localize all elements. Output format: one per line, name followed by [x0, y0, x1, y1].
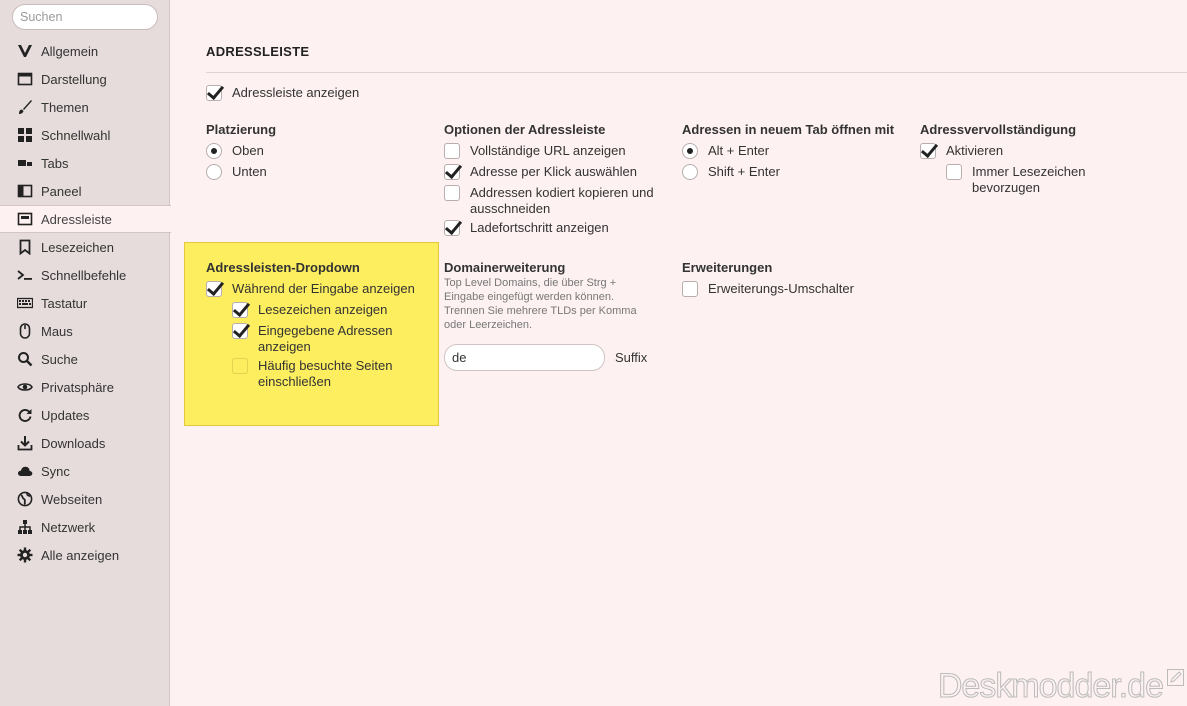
full-url-checkbox[interactable] — [444, 143, 460, 159]
dropdown-title: Adressleisten-Dropdown — [206, 260, 360, 275]
sidebar-item-netzwerk[interactable] — [0, 513, 170, 541]
suffix-label: Suffix — [615, 350, 648, 365]
network-icon — [16, 519, 33, 536]
show-while-typing-checkbox[interactable] — [206, 281, 222, 297]
autocomplete-title: Adressvervollständigung — [920, 122, 1077, 137]
sidebar-item-label: Tastatur — [41, 295, 88, 311]
alt-enter-label: Alt + Enter — [708, 143, 770, 158]
sidebar-item-label: Tabs — [41, 155, 69, 171]
frequent-sites-checkbox[interactable] — [232, 358, 248, 374]
sidebar-item-label: Sync — [41, 463, 70, 479]
sidebar-item-allgemein[interactable] — [0, 37, 170, 65]
sidebar-item-schnellbefehle[interactable] — [0, 261, 170, 289]
sidebar-item-tastatur[interactable] — [0, 289, 170, 317]
placement-top-radio[interactable] — [206, 143, 222, 159]
sidebar-item-themen[interactable] — [0, 93, 170, 121]
load-progress-checkbox[interactable] — [444, 220, 460, 236]
sidebar-item-label: Schnellbefehle — [41, 267, 127, 283]
extension-toggle-label: Erweiterungs-Umschalter — [708, 281, 854, 296]
sidebar-item-updates[interactable] — [0, 401, 170, 429]
watermark-logo: Deskmodder.de — [937, 667, 1163, 705]
sidebar-item-darstellung[interactable] — [0, 65, 170, 93]
grid-icon — [16, 127, 33, 144]
typed-addresses-label — [258, 323, 392, 355]
placement-bottom-label: Unten — [232, 164, 267, 179]
sidebar-item-privatsphaere[interactable] — [0, 373, 170, 401]
download-icon — [16, 435, 33, 452]
sidebar-item-label: Netzwerk — [41, 519, 96, 535]
extension-toggle-checkbox[interactable] — [682, 281, 698, 297]
tabs-icon — [16, 155, 33, 172]
sidebar-item-webseiten[interactable] — [0, 485, 170, 513]
search-input[interactable] — [12, 4, 158, 30]
copy-encoded-label — [470, 185, 654, 217]
autocomplete-enable-checkbox[interactable] — [920, 143, 936, 159]
typed-addresses-option[interactable] — [232, 323, 392, 355]
placement-top-label: Oben — [232, 143, 264, 158]
sidebar-item-label: Webseiten — [41, 491, 103, 507]
sidebar-item-downloads[interactable] — [0, 429, 170, 457]
copy-encoded-label-line1: Addressen kodiert kopieren und — [470, 185, 654, 200]
gear-icon — [16, 547, 33, 564]
prefer-bookmarks-option[interactable] — [946, 164, 1085, 196]
sidebar-item-maus[interactable] — [0, 317, 170, 345]
load-progress-option[interactable] — [444, 220, 609, 236]
show-while-typing-label: Während der Eingabe anzeigen — [232, 281, 415, 296]
bookmark-icon — [16, 239, 33, 256]
show-address-bar-label: Adressleiste anzeigen — [232, 85, 360, 100]
sidebar-item-label: Maus — [41, 323, 73, 339]
settings-main — [171, 0, 1187, 706]
frequent-sites-label-line2: einschließen — [258, 374, 331, 389]
copy-encoded-checkbox[interactable] — [444, 185, 460, 201]
sidebar-item-schnellwahl[interactable] — [0, 121, 170, 149]
sidebar-item-sync[interactable] — [0, 457, 170, 485]
full-url-label: Vollständige URL anzeigen — [470, 143, 626, 158]
prefer-bookmarks-checkbox[interactable] — [946, 164, 962, 180]
sidebar-item-adressleiste[interactable] — [0, 205, 171, 233]
alt-enter-radio[interactable] — [682, 143, 698, 159]
full-url-option[interactable] — [444, 143, 626, 159]
domain-suffix-input[interactable] — [444, 344, 605, 371]
autocomplete-enable-option[interactable] — [920, 143, 1003, 159]
prefer-bookmarks-label — [972, 164, 1085, 196]
address-bar-options-title: Optionen der Adressleiste — [444, 122, 606, 137]
domain-expansion-desc-line1: Top Level Domains, die über Strg + — [444, 277, 617, 289]
typed-addresses-label-line1: Eingegebene Adressen — [258, 323, 393, 338]
domain-expansion-desc-line3: Trennen Sie mehrere TLDs per Komma — [444, 305, 637, 317]
copy-encoded-option[interactable] — [444, 185, 654, 217]
placement-top-option[interactable] — [206, 143, 264, 159]
show-address-bar-option[interactable] — [206, 85, 359, 101]
shift-enter-option[interactable] — [682, 164, 780, 180]
select-on-click-label: Adresse per Klick auswählen — [470, 164, 637, 179]
refresh-icon — [16, 407, 33, 424]
placement-bottom-option[interactable] — [206, 164, 267, 180]
new-tab-title: Adressen in neuem Tab öffnen mit — [682, 122, 895, 137]
show-address-bar-checkbox[interactable] — [206, 85, 222, 101]
autocomplete-enable-label: Aktivieren — [946, 143, 1004, 158]
sidebar-item-label: Darstellung — [41, 71, 107, 87]
sidebar-item-label: Allgemein — [41, 43, 99, 59]
show-while-typing-option[interactable] — [206, 281, 415, 297]
domain-expansion-desc-line4: oder Leerzeichen. — [444, 319, 533, 331]
sidebar-item-label: Adressleiste — [41, 211, 112, 227]
select-on-click-option[interactable] — [444, 164, 637, 180]
mouse-icon — [16, 323, 33, 340]
eye-icon — [16, 379, 33, 396]
sidebar-item-label: Schnellwahl — [41, 127, 111, 143]
settings-nav — [0, 37, 170, 569]
sidebar-item-label: Downloads — [41, 435, 106, 451]
window-icon — [16, 71, 33, 88]
typed-addresses-label-line2: anzeigen — [258, 339, 311, 354]
sidebar-item-label: Updates — [41, 407, 90, 423]
title-divider — [206, 72, 1187, 73]
prefer-bookmarks-label-line1: Immer Lesezeichen — [972, 164, 1086, 179]
sidebar-item-label: Alle anzeigen — [41, 547, 120, 563]
prefer-bookmarks-label-line2: bevorzugen — [972, 180, 1040, 195]
copy-encoded-label-line2: ausschneiden — [470, 201, 551, 216]
select-on-click-checkbox[interactable] — [444, 164, 460, 180]
sidebar-item-tabs[interactable] — [0, 149, 170, 177]
brush-icon — [16, 99, 33, 116]
sidebar-item-label: Privatsphäre — [41, 379, 114, 395]
vivaldi-v-icon — [16, 43, 33, 60]
domain-expansion-title: Domainerweiterung — [444, 260, 566, 275]
typed-addresses-checkbox[interactable] — [232, 323, 248, 339]
keyboard-icon — [16, 295, 33, 312]
magnifier-icon — [16, 351, 33, 368]
sidebar-item-label: Lesezeichen — [41, 239, 114, 255]
alt-enter-option[interactable] — [682, 143, 769, 159]
show-bookmarks-checkbox[interactable] — [232, 302, 248, 318]
shift-enter-label: Shift + Enter — [708, 164, 780, 179]
sidebar-item-label: Suche — [41, 351, 78, 367]
sidebar-item-label: Themen — [41, 99, 89, 115]
frequent-sites-label-line1: Häufig besuchte Seiten — [258, 358, 393, 373]
sidebar-item-paneel[interactable] — [0, 177, 170, 205]
placement-bottom-radio[interactable] — [206, 164, 222, 180]
settings-sidebar — [0, 0, 170, 706]
domain-expansion-description — [444, 276, 637, 332]
extension-toggle-option[interactable] — [682, 281, 854, 297]
shift-enter-radio[interactable] — [682, 164, 698, 180]
load-progress-label: Ladefortschritt anzeigen — [470, 220, 609, 235]
show-bookmarks-label: Lesezeichen anzeigen — [258, 302, 388, 317]
frequent-sites-option[interactable] — [232, 358, 392, 390]
pencil-icon — [1167, 669, 1184, 686]
frequent-sites-label — [258, 358, 392, 390]
command-prompt-icon — [16, 267, 33, 284]
sidebar-item-suche[interactable] — [0, 345, 170, 373]
page-title: ADRESSLEISTE — [206, 44, 310, 59]
sidebar-item-lesezeichen[interactable] — [0, 233, 170, 261]
panel-icon — [16, 183, 33, 200]
sidebar-item-label: Paneel — [41, 183, 82, 199]
cloud-icon — [16, 463, 33, 480]
placement-title: Platzierung — [206, 122, 277, 137]
extensions-title: Erweiterungen — [682, 260, 773, 275]
sidebar-item-alle-anzeigen[interactable] — [0, 541, 170, 569]
address-bar-icon — [16, 211, 33, 228]
globe-icon — [16, 491, 33, 508]
show-bookmarks-option[interactable] — [232, 302, 387, 318]
domain-expansion-desc-line2: Eingabe eingefügt werden können. — [444, 291, 615, 303]
